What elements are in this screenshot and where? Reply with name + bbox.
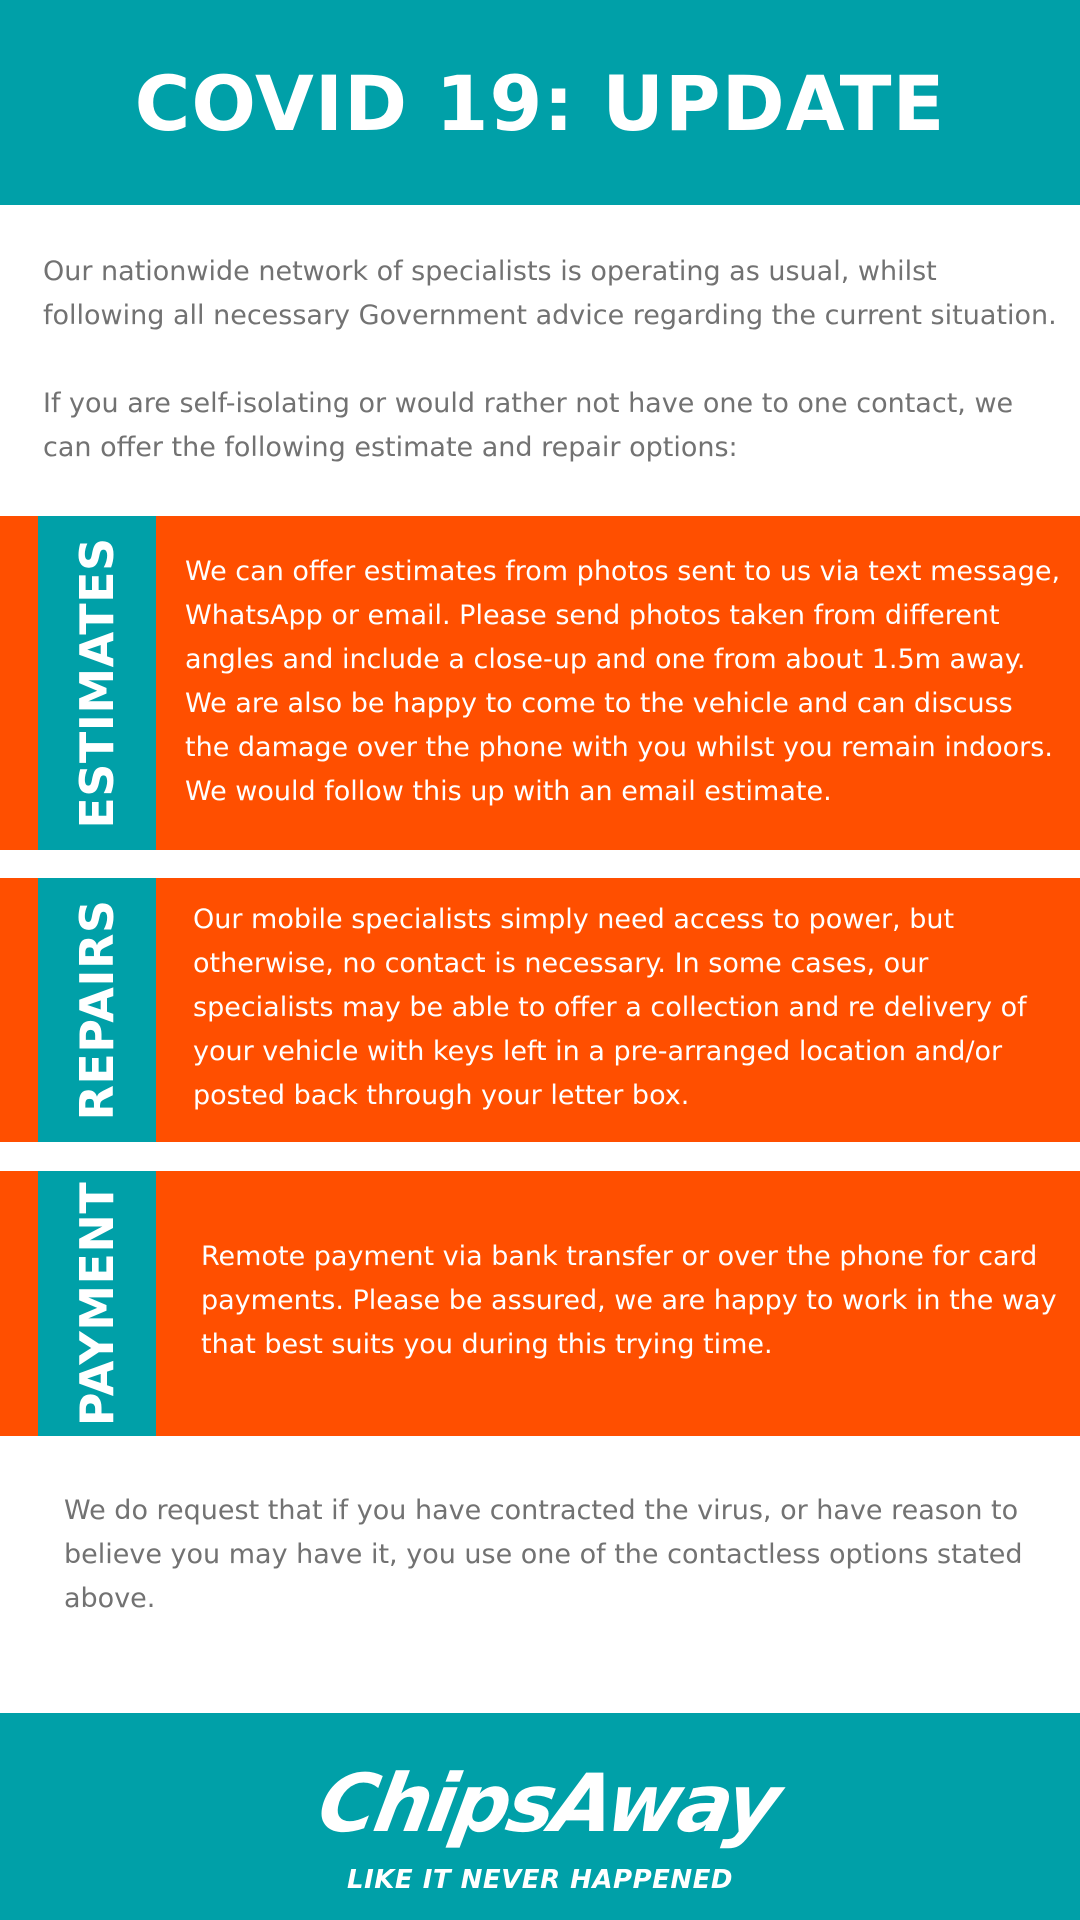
brand-name: ChipsAway: [311, 1757, 786, 1850]
footer-banner: [0, 1713, 1080, 1920]
estimates-label: ESTIMATES: [70, 537, 124, 829]
payment-label: PAYMENT: [70, 1181, 124, 1426]
repairs-tab: [38, 878, 156, 1142]
repairs-panel: [0, 878, 1080, 1142]
repairs-text: Our mobile specialists simply need access to power, but otherwise, no contact is necessary. In some cases, our specialists may be able to offer a collection and re delivery of your vehicle with keys left in a pre-arranged location and/or posted back through your letter box.: [193, 904, 1027, 1111]
intro-section: [43, 250, 1063, 514]
estimates-tab: [38, 516, 156, 850]
intro-paragraph-1: Our nationwide network of specialists is operating as usual, whilst following all necessary Government advice regarding the current situation.: [43, 256, 1057, 331]
payment-text: Remote payment via bank transfer or over the phone for card payments. Please be assured, we are happy to work in the way that best suits you during this trying time.: [201, 1241, 1057, 1360]
repairs-label: REPAIRS: [70, 899, 124, 1121]
closing-paragraph: We do request that if you have contracted the virus, or have reason to believe you may have it, you use one of the contactless options stated above.: [64, 1495, 1023, 1614]
page-title: COVID 19: UPDATE: [134, 59, 946, 148]
chipsaway-logo: [300, 1743, 820, 1873]
estimates-panel: [0, 516, 1080, 850]
header-banner: [0, 0, 1080, 205]
intro-paragraph-2: If you are self-isolating or would rather not have one to one contact, we can offer the following estimate and repair options:: [43, 388, 1014, 463]
payment-tab: [38, 1171, 156, 1436]
estimates-text: We can offer estimates from photos sent to us via text message, WhatsApp or email. Please send photos taken from different angles and include a close-up and one from about 1.5m away. We are also be happy to come to the vehicle and can discuss the damage over the phone with you whilst you remain indoors. We would follow this up with an email estimate.: [185, 556, 1061, 807]
brand-tagline: LIKE IT NEVER HAPPENED: [347, 1865, 733, 1895]
payment-panel: [0, 1171, 1080, 1436]
